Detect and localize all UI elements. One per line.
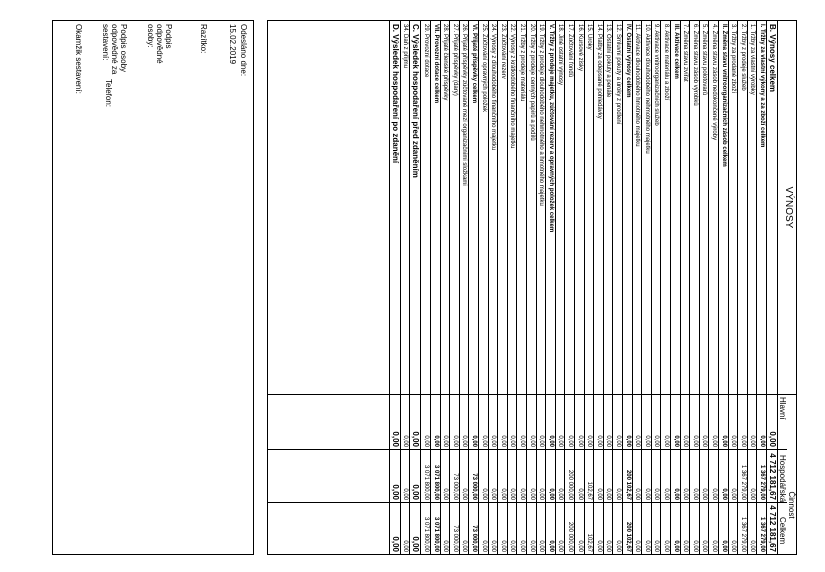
row-value-h: 0,00 [547, 435, 554, 447]
table-row [747, 21, 757, 554]
row-value-c: 73 000,00 [471, 525, 477, 552]
row-value-c: 0,00 [509, 540, 516, 552]
row-value-h: 0,00 [480, 435, 487, 447]
row-value-c: 0,00 [390, 536, 400, 552]
row-label: 27. Přijaté příspěvky (dary) [451, 24, 458, 96]
row-value-c: 200 102,67 [624, 521, 631, 552]
row-value-c: 0,00 [595, 540, 602, 552]
row-value-c: 0,00 [538, 540, 545, 552]
row-value-h: 0,00 [739, 435, 746, 447]
row-value-c: 0,00 [528, 540, 535, 552]
table-row [708, 21, 718, 554]
signature-footer [52, 20, 254, 555]
table-row [584, 21, 594, 554]
row-label: 15. Úroky [586, 24, 593, 50]
row-label: D. Výsledek hospodaření po zdanění [390, 24, 400, 164]
row-label: 5. Změna stavu polotovarů [701, 24, 708, 96]
table-row [651, 21, 661, 554]
row-value-c: 0,00 [499, 540, 506, 552]
row-value-hs: 1 367 279,00 [759, 464, 765, 500]
row-value-h: 0,00 [682, 435, 689, 447]
row-value-h: 0,00 [691, 435, 698, 447]
table-row [459, 21, 469, 554]
row-value-c: 0,00 [547, 540, 554, 552]
row-value-c: 0,00 [730, 540, 737, 552]
row-value-hs: 0,00 [701, 488, 708, 500]
table-row [478, 21, 488, 554]
row-label: 7. Změna stavu zvířat [682, 24, 689, 82]
row-value-c: 0,00 [720, 540, 727, 552]
row-value-h: 0,00 [711, 435, 717, 447]
row-value-c: 0,00 [490, 540, 497, 552]
row-value-hs: 0,00 [605, 488, 612, 500]
telefon-label: Telefon: [104, 79, 113, 108]
row-label: 25. Zúčtování opravných položek [480, 24, 487, 113]
row-label: 24. Výnosy z dlouhodobého finančního majetku [490, 24, 497, 151]
col-celkem-header: Celkem [778, 517, 787, 545]
row-value-h: 0,00 [586, 435, 593, 447]
row-value-hs: 0,00 [672, 488, 679, 500]
row-value-hs: 0,00 [730, 488, 737, 500]
table-row [612, 21, 622, 554]
table-row [728, 21, 738, 554]
row-value-hs: 0,00 [682, 488, 689, 500]
row-value-hs: 0,00 [528, 488, 535, 500]
table-row [756, 21, 766, 554]
rotated-sheet [52, 20, 797, 555]
table-row [400, 21, 410, 554]
row-value-h: 0,00 [411, 431, 421, 447]
row-value-c: 1 367 279,00 [739, 516, 746, 552]
row-value-c: 0,00 [402, 540, 409, 552]
row-label: 22. Výnosy z krátkodobého finančního majetku [509, 24, 516, 149]
row-value-c: 3 071 800,00 [432, 516, 439, 552]
row-value-c: 0,00 [701, 540, 708, 552]
row-value-h: 0,00 [615, 435, 621, 447]
row-value-h: 0,00 [402, 435, 409, 447]
row-label: 20. Tržby z prodeje cenných papírů a podílů [528, 24, 535, 141]
table-row [526, 21, 536, 554]
row-value-hs: 0,00 [442, 488, 449, 500]
row-value-hs: 3 071 800,00 [423, 464, 429, 500]
podpis-odpovedne-label: Podpis odpovědné osoby: [146, 24, 173, 64]
row-value-hs: 0,00 [634, 488, 641, 500]
table-row [536, 21, 546, 554]
row-label: 4. Změna stavu zásob nedokončené výroby [711, 24, 717, 141]
row-value-h: 0,00 [499, 435, 506, 447]
row-value-hs: 0,00 [519, 488, 525, 500]
row-label: 11. Aktivace dlouhodobého hmotného majetku [634, 24, 641, 147]
row-label: 13. Ostatní pokuty a penále [605, 24, 612, 98]
table-row [507, 21, 517, 554]
table-row [660, 21, 670, 554]
row-value-hs: 0,00 [490, 488, 497, 500]
table-header [777, 21, 796, 554]
table-row [497, 21, 507, 554]
table-title: VÝNOSY [783, 186, 794, 229]
row-value-c: 0,00 [442, 540, 449, 552]
col-hospodarska-header: Hospodářská [778, 455, 787, 503]
row-label: 26. Přijaté příspěvky zúčtované mezi organizačními složkami [461, 24, 468, 186]
row-label: 6. Změna stavu zásob výrobků [691, 24, 698, 106]
row-value-h: 0,00 [643, 435, 650, 447]
row-value-h: 0,00 [759, 435, 765, 447]
razitko-label: Razítko: [199, 24, 208, 54]
row-value-hs: 0,00 [557, 488, 564, 500]
podpis-sestaveni-label: Podpis osoby odpovědné za sestavení: [101, 24, 128, 75]
row-value-hs: 0,00 [643, 488, 650, 500]
row-value-c: 0,00 [557, 540, 564, 552]
row-value-hs: 73 000,00 [471, 473, 477, 500]
row-value-c: 4 712 181,67 [768, 505, 777, 552]
table-row [670, 21, 680, 554]
row-value-hs: 0,00 [711, 488, 717, 500]
row-value-c: 0,00 [411, 536, 421, 552]
row-value-hs: 0,00 [461, 488, 468, 500]
row-value-hs: 0,00 [663, 488, 669, 500]
row-value-c: 1 367 279,00 [759, 516, 765, 552]
row-value-c: 102,67 [586, 533, 593, 552]
row-value-h: 0,00 [471, 435, 477, 447]
row-label: 10. Aktivace dlouhodobého nehmotného majetku [643, 24, 650, 154]
odeslano-date: 15.02.2019 [228, 24, 237, 65]
table-row [389, 21, 400, 554]
row-value-c: 0,00 [711, 540, 717, 552]
row-value-h: 0,00 [528, 435, 535, 447]
row-value-h: 0,00 [423, 435, 429, 447]
table-row [430, 21, 440, 554]
row-label: I. Tržby za vlastní výkony a za zboží celkem [759, 24, 765, 148]
row-label: 18. Jiné ostatní výnosy [557, 24, 564, 86]
row-label: 1. Tržby za vlastní výrobky [749, 24, 756, 95]
table-row [680, 21, 690, 554]
row-label: 16. Kursové zisky [576, 24, 583, 72]
table-row [420, 21, 430, 554]
row-value-c: 0,00 [643, 540, 650, 552]
table-row [488, 21, 498, 554]
row-value-c: 0,00 [653, 540, 660, 552]
row-value-c: 0,00 [615, 540, 621, 552]
row-label: C. Výsledek hospodaření před zdaněním [411, 24, 421, 178]
table-row [737, 21, 747, 554]
row-value-c: 73 000,00 [451, 525, 458, 552]
row-value-h: 0,00 [461, 435, 468, 447]
row-label: 2. Tržby z prodeje služeb [739, 24, 746, 91]
row-value-h: 0,00 [557, 435, 564, 447]
table-row [632, 21, 642, 554]
row-value-hs: 1 367 279,00 [739, 464, 746, 500]
row-value-h: 0,00 [768, 431, 777, 447]
row-label: 34. Daň z příjmu [402, 24, 409, 69]
cinnost-header [778, 394, 796, 555]
row-label: V. Tržby z prodeje majetku, zúčtování rezerv a opravných položek celkem [547, 24, 554, 233]
row-label: 28. Přijaté členské příspěvky [442, 24, 449, 101]
row-value-c: 0,00 [749, 540, 756, 552]
vynosy-table [267, 20, 797, 555]
row-value-h: 0,00 [538, 435, 545, 447]
table-row [699, 21, 709, 554]
row-value-c: 0,00 [519, 540, 525, 552]
row-value-hs: 0,00 [538, 488, 545, 500]
row-value-hs: 0,00 [615, 488, 621, 500]
row-value-c: 0,00 [634, 540, 641, 552]
row-value-h: 0,00 [701, 435, 708, 447]
row-value-c: 0,00 [691, 540, 698, 552]
table-row [574, 21, 584, 554]
col-hlavni-header: Hlavní [778, 397, 787, 420]
row-label: 12. Smluvní pokuty a úroky z prodlení [615, 24, 621, 125]
row-label: 21. Tržby z prodeje materiálu [519, 24, 525, 102]
row-value-hs: 73 000,00 [451, 473, 458, 500]
row-value-hs: 0,00 [653, 488, 660, 500]
row-value-hs: 0,00 [547, 488, 554, 500]
row-value-c: 0,00 [663, 540, 669, 552]
row-value-hs: 4 712 181,67 [768, 453, 777, 500]
row-value-hs: 0,00 [480, 488, 487, 500]
row-label: VII. Provozní dotace celkem [432, 24, 439, 104]
okamzik-label: Okamžik sestavení: [74, 24, 83, 94]
row-value-hs: 102,67 [586, 481, 593, 500]
row-value-hs: 0,00 [691, 488, 698, 500]
row-value-h: 0,00 [605, 435, 612, 447]
row-value-h: 0,00 [432, 435, 439, 447]
row-value-h: 0,00 [720, 435, 727, 447]
row-value-h: 0,00 [672, 435, 679, 447]
row-label: 9. Aktivace vnitroorganizačních služeb [653, 24, 660, 126]
row-value-h: 0,00 [653, 435, 660, 447]
table-row [468, 21, 478, 554]
row-value-c: 0,00 [605, 540, 612, 552]
table-row [409, 21, 420, 554]
row-value-h: 0,00 [634, 435, 641, 447]
row-label: 29. Provozní dotace [423, 24, 429, 78]
row-value-c: 0,00 [461, 540, 468, 552]
row-value-hs: 0,00 [595, 488, 602, 500]
row-label: 17. Zúčtování fondů [567, 24, 573, 78]
row-value-c: 0,00 [672, 540, 679, 552]
row-value-c: 0,00 [576, 540, 583, 552]
row-value-h: 0,00 [390, 431, 400, 447]
row-value-h: 0,00 [576, 435, 583, 447]
table-row [689, 21, 699, 554]
row-value-hs: 0,00 [749, 488, 756, 500]
row-label: B. Výnosy celkem [768, 24, 777, 93]
table-row [766, 21, 777, 554]
row-label: 8. Aktivace materiálu a zboží [663, 24, 669, 101]
table-row [603, 21, 613, 554]
row-value-hs: 0,00 [499, 488, 506, 500]
table-row [555, 21, 565, 554]
row-value-hs: 200 102,67 [624, 469, 631, 500]
row-label: 23. Zúčtování rezerv [499, 24, 506, 79]
row-value-h: 0,00 [595, 435, 602, 447]
cinnost-label: Činnost [787, 491, 796, 519]
row-value-h: 0,00 [519, 435, 525, 447]
row-value-h: 0,00 [567, 435, 573, 447]
row-label: IV. Ostatní výnosy celkem [624, 24, 631, 98]
table-row [545, 21, 555, 554]
row-value-c: 0,00 [480, 540, 487, 552]
row-value-c: 3 071 800,00 [423, 516, 429, 552]
table-row [516, 21, 526, 554]
row-value-hs: 0,00 [509, 488, 516, 500]
table-row [440, 21, 450, 554]
row-value-h: 0,00 [749, 435, 756, 447]
row-value-h: 0,00 [442, 435, 449, 447]
row-value-h: 0,00 [490, 435, 497, 447]
table-row [718, 21, 728, 554]
row-value-hs: 0,00 [720, 488, 727, 500]
row-value-c: 200 000,00 [567, 521, 573, 552]
row-value-h: 0,00 [624, 435, 631, 447]
row-label: 19. Tržby z prodeje dlouhodobého nehmotného a hmotného majetku [538, 24, 545, 206]
row-value-hs: 0,00 [402, 488, 409, 500]
row-value-hs: 0,00 [411, 484, 421, 500]
row-value-hs: 3 071 800,00 [432, 464, 439, 500]
row-label: II. Změna stavu vnitroorganizačních zásob celkem [720, 24, 727, 167]
row-value-h: 0,00 [451, 435, 458, 447]
table-row [564, 21, 574, 554]
row-value-c: 0,00 [682, 540, 689, 552]
table-row [641, 21, 651, 554]
row-value-hs: 0,00 [390, 484, 400, 500]
odeslano-label: Odesláno dne: [239, 24, 248, 77]
row-label: III. Aktivace celkem [672, 24, 679, 79]
row-value-h: 0,00 [730, 435, 737, 447]
table-row [622, 21, 632, 554]
row-value-hs: 200 000,00 [567, 469, 573, 500]
row-value-h: 0,00 [509, 435, 516, 447]
row-value-hs: 0,00 [576, 488, 583, 500]
row-value-h: 0,00 [663, 435, 669, 447]
row-label: 14. Platby za odepsané pohledávky [595, 24, 602, 119]
row-label: VI. Přijaté příspěvky celkem [471, 24, 477, 104]
table-row [593, 21, 603, 554]
row-label: 3. Tržby za prodané zboží [730, 24, 737, 94]
table-row [449, 21, 459, 554]
